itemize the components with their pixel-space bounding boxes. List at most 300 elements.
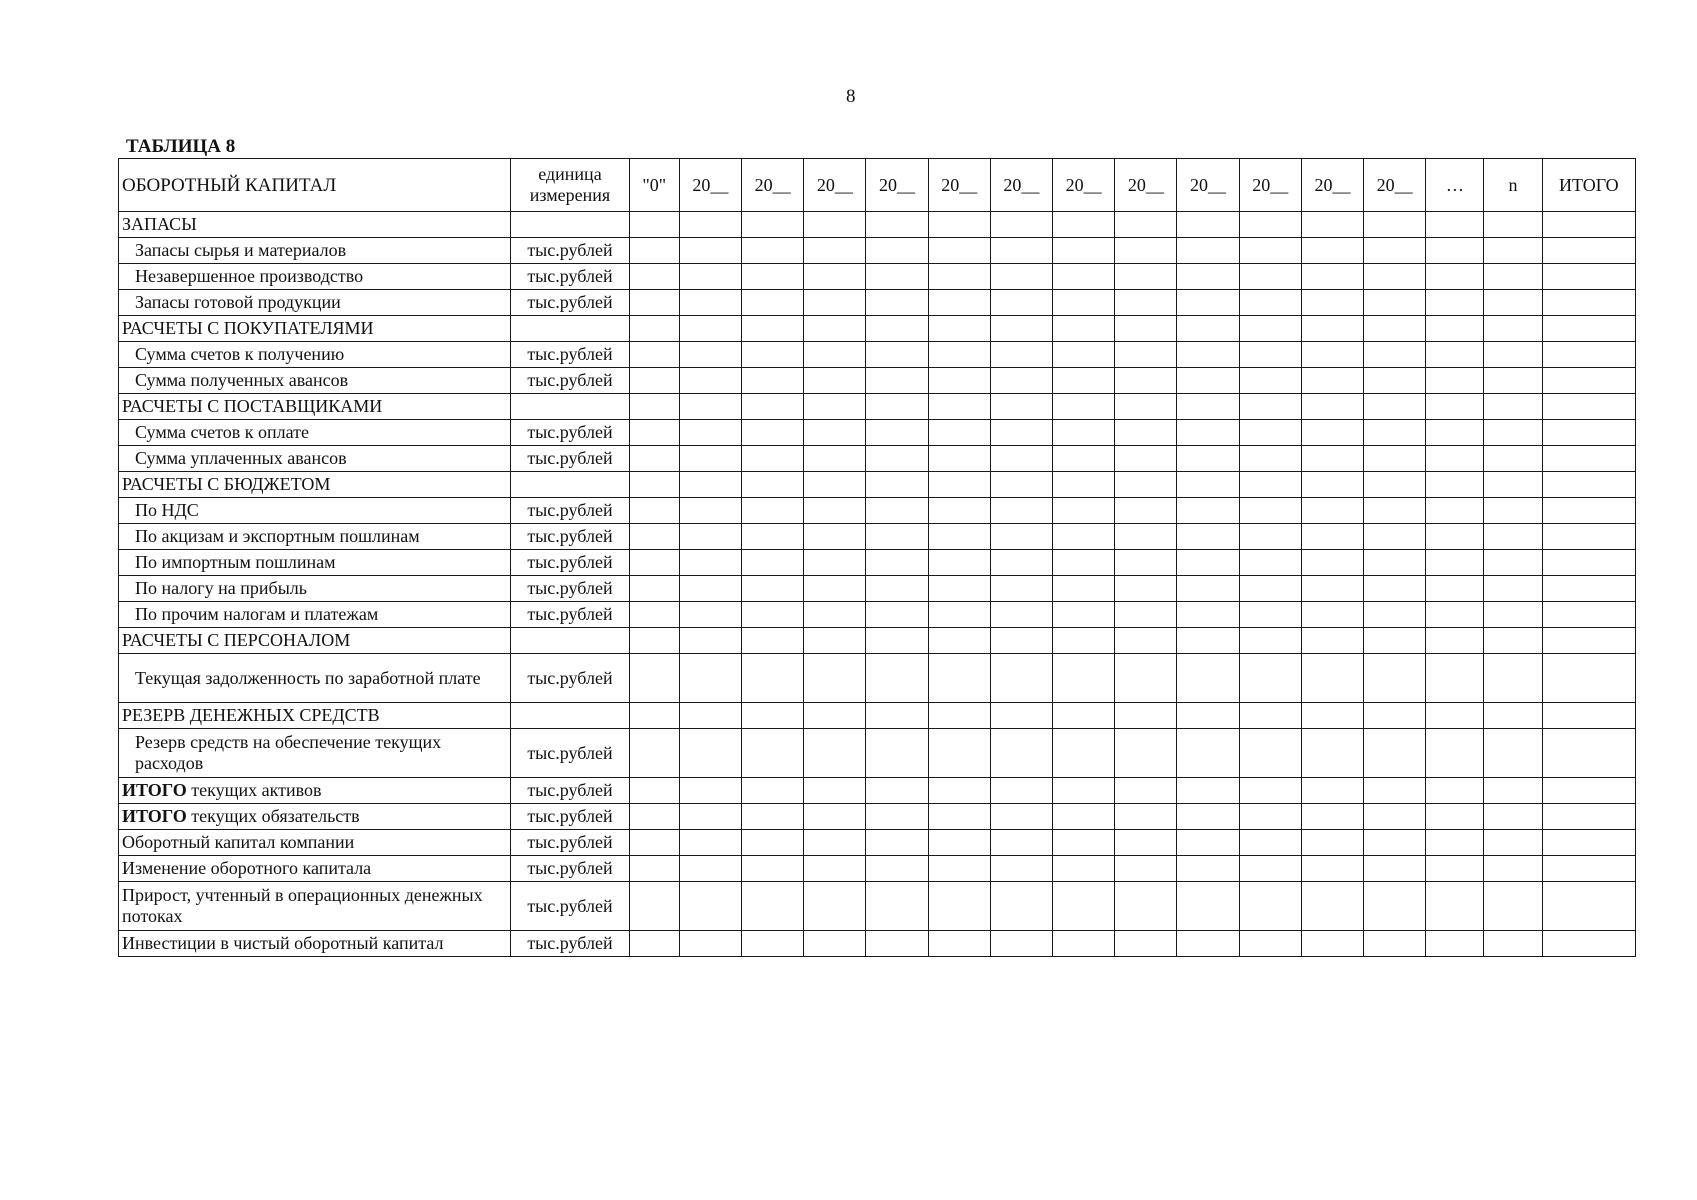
value-cell bbox=[1239, 931, 1301, 957]
header-period: "0" bbox=[629, 159, 679, 212]
value-cell bbox=[1364, 602, 1426, 628]
value-cell bbox=[1177, 550, 1239, 576]
value-cell bbox=[742, 368, 804, 394]
value-cell bbox=[1239, 804, 1301, 830]
value-cell bbox=[1426, 830, 1484, 856]
value-cell bbox=[629, 856, 679, 882]
row-label: РЕЗЕРВ ДЕНЕЖНЫХ СРЕДСТВ bbox=[119, 703, 511, 729]
value-cell bbox=[990, 264, 1052, 290]
value-cell bbox=[1115, 238, 1177, 264]
value-cell bbox=[1426, 446, 1484, 472]
value-cell bbox=[866, 524, 928, 550]
value-cell bbox=[928, 882, 990, 931]
value-cell bbox=[928, 729, 990, 778]
value-cell bbox=[1115, 212, 1177, 238]
value-cell bbox=[1053, 576, 1115, 602]
header-period: n bbox=[1484, 159, 1542, 212]
value-cell bbox=[1053, 856, 1115, 882]
row-label-text: текущих обязательств bbox=[186, 806, 360, 826]
table-row bbox=[119, 264, 1636, 290]
table-row bbox=[119, 524, 1636, 550]
value-cell bbox=[866, 264, 928, 290]
value-cell bbox=[1301, 524, 1363, 550]
value-cell bbox=[804, 576, 866, 602]
value-cell bbox=[928, 212, 990, 238]
value-cell bbox=[1115, 264, 1177, 290]
value-cell bbox=[1301, 804, 1363, 830]
value-cell bbox=[629, 931, 679, 957]
value-cell bbox=[1301, 856, 1363, 882]
value-cell bbox=[928, 830, 990, 856]
header-period: 20__ bbox=[1364, 159, 1426, 212]
value-cell bbox=[1542, 290, 1635, 316]
value-cell bbox=[1177, 290, 1239, 316]
value-cell bbox=[1053, 550, 1115, 576]
value-cell bbox=[1542, 394, 1635, 420]
table-row bbox=[119, 804, 1636, 830]
value-cell bbox=[928, 472, 990, 498]
value-cell bbox=[1177, 882, 1239, 931]
value-cell bbox=[990, 316, 1052, 342]
value-cell bbox=[866, 238, 928, 264]
header-period: 20__ bbox=[804, 159, 866, 212]
value-cell bbox=[928, 238, 990, 264]
value-cell bbox=[629, 290, 679, 316]
row-label-bold: ИТОГО bbox=[122, 780, 187, 800]
value-cell bbox=[1115, 703, 1177, 729]
value-cell bbox=[1239, 264, 1301, 290]
row-unit bbox=[511, 394, 629, 420]
table-row bbox=[119, 368, 1636, 394]
value-cell bbox=[1484, 342, 1542, 368]
value-cell bbox=[742, 804, 804, 830]
value-cell bbox=[928, 703, 990, 729]
value-cell bbox=[629, 316, 679, 342]
value-cell bbox=[866, 778, 928, 804]
value-cell bbox=[1177, 212, 1239, 238]
value-cell bbox=[1239, 830, 1301, 856]
value-cell bbox=[742, 472, 804, 498]
value-cell bbox=[1115, 628, 1177, 654]
value-cell bbox=[866, 628, 928, 654]
value-cell bbox=[1301, 830, 1363, 856]
value-cell bbox=[990, 602, 1052, 628]
value-cell bbox=[1053, 316, 1115, 342]
value-cell bbox=[1364, 703, 1426, 729]
value-cell bbox=[1484, 703, 1542, 729]
value-cell bbox=[1115, 882, 1177, 931]
value-cell bbox=[679, 212, 741, 238]
value-cell bbox=[742, 628, 804, 654]
row-unit: тыс.рублей bbox=[511, 290, 629, 316]
value-cell bbox=[990, 342, 1052, 368]
row-label: Сумма счетов к оплате bbox=[119, 420, 511, 446]
value-cell bbox=[1177, 472, 1239, 498]
table-row bbox=[119, 628, 1636, 654]
value-cell bbox=[1301, 654, 1363, 703]
value-cell bbox=[1426, 368, 1484, 394]
value-cell bbox=[928, 856, 990, 882]
table-row bbox=[119, 703, 1636, 729]
value-cell bbox=[1053, 703, 1115, 729]
value-cell bbox=[804, 703, 866, 729]
value-cell bbox=[1177, 368, 1239, 394]
value-cell bbox=[866, 602, 928, 628]
value-cell bbox=[1239, 420, 1301, 446]
value-cell bbox=[1177, 394, 1239, 420]
value-cell bbox=[1301, 498, 1363, 524]
value-cell bbox=[1301, 931, 1363, 957]
value-cell bbox=[1542, 550, 1635, 576]
row-label: По налогу на прибыль bbox=[119, 576, 511, 602]
value-cell bbox=[742, 212, 804, 238]
row-label: Незавершенное производство bbox=[119, 264, 511, 290]
value-cell bbox=[1484, 212, 1542, 238]
page-number: 8 bbox=[846, 86, 856, 107]
row-unit: тыс.рублей bbox=[511, 264, 629, 290]
row-label: По НДС bbox=[119, 498, 511, 524]
value-cell bbox=[990, 420, 1052, 446]
value-cell bbox=[1177, 729, 1239, 778]
value-cell bbox=[1542, 703, 1635, 729]
value-cell bbox=[804, 498, 866, 524]
value-cell bbox=[1426, 212, 1484, 238]
value-cell bbox=[1364, 238, 1426, 264]
value-cell bbox=[1426, 394, 1484, 420]
value-cell bbox=[1484, 316, 1542, 342]
value-cell bbox=[1542, 931, 1635, 957]
value-cell bbox=[1115, 342, 1177, 368]
row-label: По акцизам и экспортным пошлинам bbox=[119, 524, 511, 550]
value-cell bbox=[679, 778, 741, 804]
value-cell bbox=[1364, 654, 1426, 703]
table-title: ТАБЛИЦА 8 bbox=[126, 136, 236, 157]
value-cell bbox=[1177, 498, 1239, 524]
value-cell bbox=[679, 316, 741, 342]
value-cell bbox=[742, 420, 804, 446]
value-cell bbox=[1542, 446, 1635, 472]
header-unit-line1: единица bbox=[538, 164, 602, 184]
value-cell bbox=[1239, 882, 1301, 931]
value-cell bbox=[1426, 498, 1484, 524]
value-cell bbox=[928, 446, 990, 472]
value-cell bbox=[1484, 446, 1542, 472]
value-cell bbox=[1542, 238, 1635, 264]
value-cell bbox=[1239, 576, 1301, 602]
value-cell bbox=[629, 576, 679, 602]
value-cell bbox=[1239, 602, 1301, 628]
value-cell bbox=[804, 856, 866, 882]
value-cell bbox=[1426, 290, 1484, 316]
value-cell bbox=[990, 472, 1052, 498]
value-cell bbox=[1542, 729, 1635, 778]
value-cell bbox=[1301, 212, 1363, 238]
value-cell bbox=[742, 856, 804, 882]
value-cell bbox=[1484, 882, 1542, 931]
table-row bbox=[119, 931, 1636, 957]
value-cell bbox=[679, 654, 741, 703]
table-row bbox=[119, 778, 1636, 804]
value-cell bbox=[742, 264, 804, 290]
value-cell bbox=[679, 628, 741, 654]
value-cell bbox=[1542, 342, 1635, 368]
value-cell bbox=[1484, 576, 1542, 602]
value-cell bbox=[1239, 446, 1301, 472]
value-cell bbox=[866, 498, 928, 524]
value-cell bbox=[1542, 212, 1635, 238]
value-cell bbox=[629, 238, 679, 264]
value-cell bbox=[1364, 628, 1426, 654]
value-cell bbox=[928, 290, 990, 316]
value-cell bbox=[990, 856, 1052, 882]
value-cell bbox=[1364, 524, 1426, 550]
value-cell bbox=[990, 882, 1052, 931]
value-cell bbox=[1364, 856, 1426, 882]
value-cell bbox=[1484, 778, 1542, 804]
value-cell bbox=[990, 212, 1052, 238]
value-cell bbox=[1484, 804, 1542, 830]
value-cell bbox=[1177, 446, 1239, 472]
row-label: По прочим налогам и платежам bbox=[119, 602, 511, 628]
value-cell bbox=[804, 212, 866, 238]
row-unit: тыс.рублей bbox=[511, 856, 629, 882]
value-cell bbox=[742, 550, 804, 576]
value-cell bbox=[742, 238, 804, 264]
value-cell bbox=[1301, 394, 1363, 420]
table-row bbox=[119, 290, 1636, 316]
value-cell bbox=[804, 290, 866, 316]
header-period: 20__ bbox=[990, 159, 1052, 212]
value-cell bbox=[1053, 446, 1115, 472]
row-label: Текущая задолженность по заработной плате bbox=[119, 654, 511, 703]
value-cell bbox=[679, 342, 741, 368]
row-label-text: текущих активов bbox=[186, 780, 322, 800]
value-cell bbox=[866, 420, 928, 446]
value-cell bbox=[1115, 446, 1177, 472]
value-cell bbox=[742, 316, 804, 342]
value-cell bbox=[1484, 238, 1542, 264]
value-cell bbox=[1542, 654, 1635, 703]
value-cell bbox=[804, 420, 866, 446]
value-cell bbox=[804, 446, 866, 472]
value-cell bbox=[1542, 778, 1635, 804]
value-cell bbox=[1364, 420, 1426, 446]
value-cell bbox=[1115, 316, 1177, 342]
value-cell bbox=[1053, 472, 1115, 498]
value-cell bbox=[1426, 576, 1484, 602]
table-row bbox=[119, 654, 1636, 703]
value-cell bbox=[866, 368, 928, 394]
value-cell bbox=[1426, 238, 1484, 264]
value-cell bbox=[1426, 264, 1484, 290]
value-cell bbox=[1177, 602, 1239, 628]
value-cell bbox=[1177, 316, 1239, 342]
value-cell bbox=[629, 498, 679, 524]
value-cell bbox=[1115, 576, 1177, 602]
value-cell bbox=[679, 420, 741, 446]
value-cell bbox=[1053, 830, 1115, 856]
row-label: Инвестиции в чистый оборотный капитал bbox=[119, 931, 511, 957]
value-cell bbox=[1239, 368, 1301, 394]
value-cell bbox=[1177, 856, 1239, 882]
value-cell bbox=[679, 472, 741, 498]
row-unit bbox=[511, 628, 629, 654]
value-cell bbox=[1177, 931, 1239, 957]
header-period: 20__ bbox=[679, 159, 741, 212]
table-row bbox=[119, 238, 1636, 264]
value-cell bbox=[1484, 830, 1542, 856]
row-unit: тыс.рублей bbox=[511, 931, 629, 957]
value-cell bbox=[804, 550, 866, 576]
value-cell bbox=[629, 654, 679, 703]
value-cell bbox=[1239, 290, 1301, 316]
value-cell bbox=[990, 238, 1052, 264]
value-cell bbox=[1364, 446, 1426, 472]
value-cell bbox=[1364, 804, 1426, 830]
value-cell bbox=[928, 602, 990, 628]
value-cell bbox=[1364, 212, 1426, 238]
value-cell bbox=[1426, 931, 1484, 957]
table-row bbox=[119, 830, 1636, 856]
table-row bbox=[119, 856, 1636, 882]
value-cell bbox=[1484, 368, 1542, 394]
value-cell bbox=[1239, 550, 1301, 576]
value-cell bbox=[742, 729, 804, 778]
row-label: РАСЧЕТЫ С ПЕРСОНАЛОМ bbox=[119, 628, 511, 654]
value-cell bbox=[1177, 830, 1239, 856]
value-cell bbox=[990, 576, 1052, 602]
value-cell bbox=[1177, 576, 1239, 602]
value-cell bbox=[928, 264, 990, 290]
value-cell bbox=[1301, 472, 1363, 498]
value-cell bbox=[1239, 524, 1301, 550]
value-cell bbox=[1177, 703, 1239, 729]
value-cell bbox=[1115, 368, 1177, 394]
value-cell bbox=[928, 778, 990, 804]
value-cell bbox=[990, 550, 1052, 576]
value-cell bbox=[679, 703, 741, 729]
row-unit: тыс.рублей bbox=[511, 238, 629, 264]
value-cell bbox=[1484, 498, 1542, 524]
row-label: ЗАПАСЫ bbox=[119, 212, 511, 238]
value-cell bbox=[804, 472, 866, 498]
value-cell bbox=[1364, 394, 1426, 420]
value-cell bbox=[679, 446, 741, 472]
value-cell bbox=[866, 394, 928, 420]
table-body bbox=[119, 212, 1636, 957]
value-cell bbox=[928, 576, 990, 602]
value-cell bbox=[1542, 472, 1635, 498]
value-cell bbox=[990, 394, 1052, 420]
value-cell bbox=[1484, 420, 1542, 446]
value-cell bbox=[1484, 729, 1542, 778]
value-cell bbox=[990, 804, 1052, 830]
value-cell bbox=[1542, 628, 1635, 654]
header-unit bbox=[511, 159, 629, 212]
value-cell bbox=[1115, 654, 1177, 703]
value-cell bbox=[1426, 472, 1484, 498]
value-cell bbox=[1426, 316, 1484, 342]
table-row bbox=[119, 316, 1636, 342]
value-cell bbox=[1115, 498, 1177, 524]
row-unit: тыс.рублей bbox=[511, 550, 629, 576]
value-cell bbox=[1364, 550, 1426, 576]
value-cell bbox=[866, 446, 928, 472]
value-cell bbox=[1426, 342, 1484, 368]
value-cell bbox=[1115, 830, 1177, 856]
value-cell bbox=[804, 394, 866, 420]
value-cell bbox=[679, 576, 741, 602]
value-cell bbox=[990, 628, 1052, 654]
row-label bbox=[119, 778, 511, 804]
value-cell bbox=[1115, 420, 1177, 446]
value-cell bbox=[1426, 420, 1484, 446]
value-cell bbox=[679, 290, 741, 316]
row-unit: тыс.рублей bbox=[511, 368, 629, 394]
value-cell bbox=[1115, 804, 1177, 830]
value-cell bbox=[928, 420, 990, 446]
value-cell bbox=[1177, 420, 1239, 446]
row-label: РАСЧЕТЫ С ПОСТАВЩИКАМИ bbox=[119, 394, 511, 420]
value-cell bbox=[1364, 778, 1426, 804]
row-label: РАСЧЕТЫ С ПОКУПАТЕЛЯМИ bbox=[119, 316, 511, 342]
value-cell bbox=[928, 368, 990, 394]
value-cell bbox=[928, 628, 990, 654]
value-cell bbox=[679, 394, 741, 420]
value-cell bbox=[629, 420, 679, 446]
value-cell bbox=[866, 804, 928, 830]
header-unit-line2: измерения bbox=[529, 185, 611, 205]
value-cell bbox=[804, 368, 866, 394]
value-cell bbox=[1239, 342, 1301, 368]
row-label: Сумма счетов к получению bbox=[119, 342, 511, 368]
row-unit: тыс.рублей bbox=[511, 830, 629, 856]
value-cell bbox=[804, 342, 866, 368]
value-cell bbox=[990, 498, 1052, 524]
value-cell bbox=[1115, 778, 1177, 804]
row-unit bbox=[511, 703, 629, 729]
value-cell bbox=[1115, 550, 1177, 576]
value-cell bbox=[1239, 498, 1301, 524]
value-cell bbox=[1426, 654, 1484, 703]
row-unit: тыс.рублей bbox=[511, 882, 629, 931]
table-row bbox=[119, 550, 1636, 576]
value-cell bbox=[1364, 729, 1426, 778]
value-cell bbox=[1115, 856, 1177, 882]
value-cell bbox=[866, 576, 928, 602]
value-cell bbox=[804, 628, 866, 654]
value-cell bbox=[742, 576, 804, 602]
value-cell bbox=[1301, 368, 1363, 394]
value-cell bbox=[1364, 498, 1426, 524]
value-cell bbox=[1426, 524, 1484, 550]
value-cell bbox=[866, 856, 928, 882]
header-period: 20__ bbox=[1301, 159, 1363, 212]
value-cell bbox=[1301, 602, 1363, 628]
value-cell bbox=[1301, 703, 1363, 729]
row-label: Запасы сырья и материалов bbox=[119, 238, 511, 264]
value-cell bbox=[928, 342, 990, 368]
value-cell bbox=[1542, 804, 1635, 830]
row-unit: тыс.рублей bbox=[511, 729, 629, 778]
value-cell bbox=[1239, 703, 1301, 729]
value-cell bbox=[742, 830, 804, 856]
value-cell bbox=[1239, 856, 1301, 882]
header-row bbox=[119, 159, 1636, 212]
value-cell bbox=[1053, 212, 1115, 238]
value-cell bbox=[1053, 931, 1115, 957]
value-cell bbox=[629, 524, 679, 550]
